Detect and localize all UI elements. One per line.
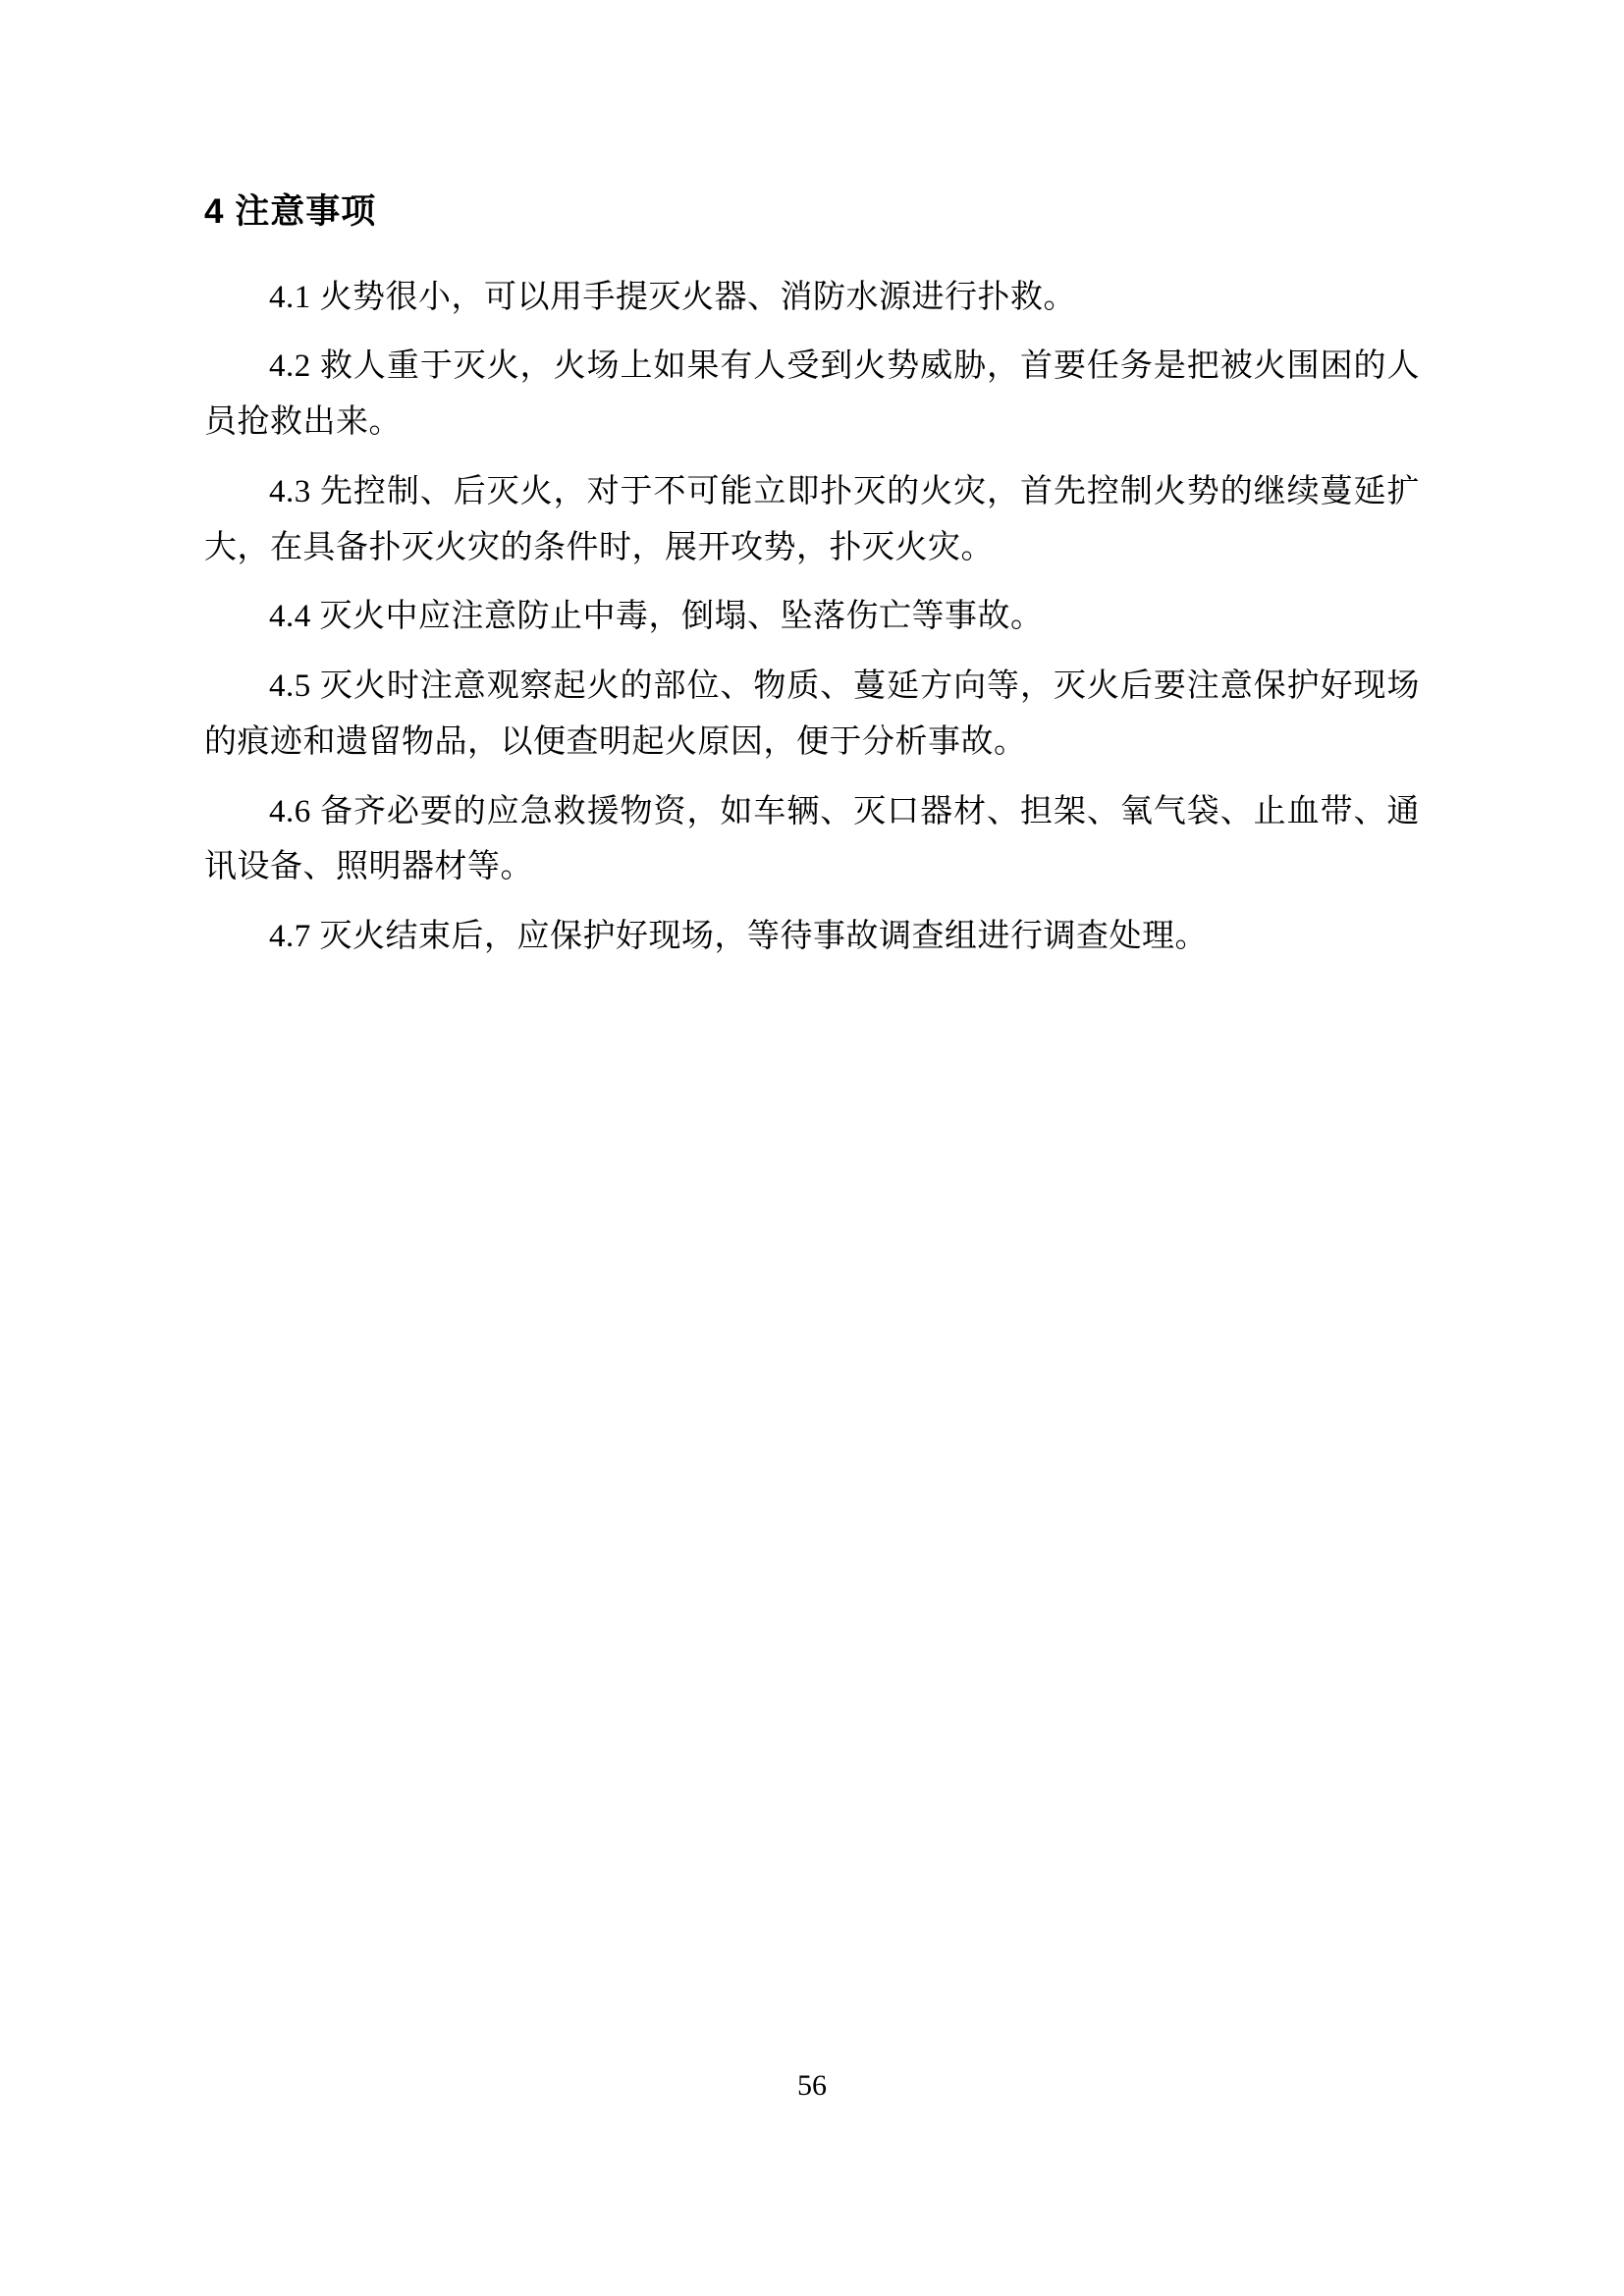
document-body	[204, 187, 1420, 979]
paragraph-4-2: 4.2 救人重于灭火，火场上如果有人受到火势威胁，首要任务是把被火围困的人员抢救出来。	[204, 348, 1420, 440]
paragraph-4-7: 4.7 灭火结束后，应保护好现场，等待事故调查组进行调查处理。	[269, 919, 1208, 954]
paragraph-4-6: 4.6 备齐必要的应急救援物资，如车辆、灭口器材、担架、氧气袋、止血带、通讯设备、照明器材等。	[204, 793, 1420, 885]
section-heading: 4 注意事项	[204, 192, 377, 231]
paragraph-4-1: 4.1 火势很小，可以用手提灭火器、消防水源进行扑救。	[269, 279, 1076, 315]
paragraph-4-3: 4.3 先控制、后灭火，对于不可能立即扑灭的火灾，首先控制火势的继续蔓延扩大，在具备扑灭火灾的条件时，展开攻势，扑灭火灾。	[204, 473, 1420, 565]
paragraph-4-4: 4.4 灭火中应注意防止中毒，倒塌、坠落伤亡等事故。	[269, 599, 1044, 635]
page-number: 56	[797, 2069, 827, 2102]
paragraph-4-5: 4.5 灭火时注意观察起火的部位、物质、蔓延方向等，灭火后要注意保护好现场的痕迹和遗留物品，以便查明起火原因，便于分析事故。	[204, 668, 1420, 760]
